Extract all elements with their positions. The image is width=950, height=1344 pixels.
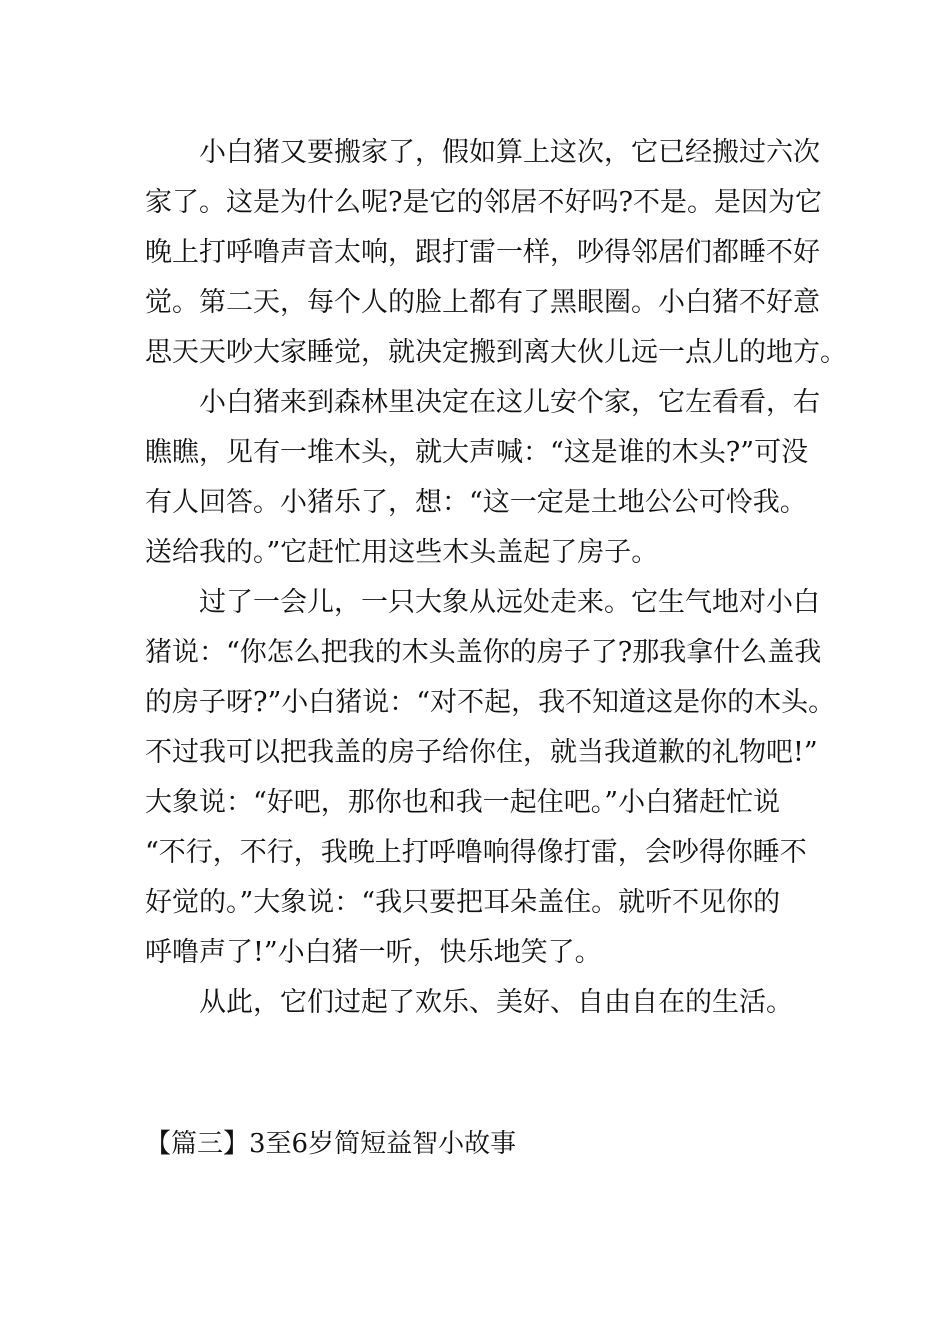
text-line: 思天天吵大家睡觉，就决定搬到离大伙儿远一点儿的地方。 bbox=[145, 337, 847, 368]
text-line: 过了一会儿，一只大象从远处走来。它生气地对小白 bbox=[199, 587, 820, 618]
text-line: 从此，它们过起了欢乐、美好、自由自在的生活。 bbox=[199, 987, 793, 1018]
story-body bbox=[145, 128, 847, 1028]
text-line: 送给我的。”它赶忙用这些木头盖起了房子。 bbox=[145, 537, 659, 568]
text-line: 家了。这是为什么呢?是它的邻居不好吗?不是。是因为它 bbox=[145, 187, 822, 218]
text-line: 晚上打呼噜声音太响，跟打雷一样，吵得邻居们都睡不好 bbox=[145, 237, 820, 268]
text-line: 的房子呀?”小白猪说：“对不起，我不知道这是你的木头。 bbox=[145, 687, 836, 718]
paragraph-4 bbox=[145, 978, 825, 1028]
text-line: 瞧瞧，见有一堆木头，就大声喊：“这是谁的木头?”可没 bbox=[145, 437, 809, 468]
paragraph-3 bbox=[145, 578, 836, 978]
text-line: “不行，不行，我晚上打呼噜响得像打雷，会吵得你睡不 bbox=[145, 837, 807, 868]
paragraph-2 bbox=[145, 378, 825, 578]
text-line: 小白猪又要搬家了，假如算上这次，它已经搬过六次 bbox=[199, 137, 820, 168]
text-line: 大象说：“好吧，那你也和我一起住吧。”小白猪赶忙说 bbox=[145, 787, 781, 818]
text-line: 觉。第二天，每个人的脸上都有了黑眼圈。小白猪不好意 bbox=[145, 287, 820, 318]
text-line: 猪说：“你怎么把我的木头盖你的房子了?那我拿什么盖我 bbox=[145, 637, 822, 668]
text-line: 不过我可以把我盖的房子给你住，就当我道歉的礼物吧!” bbox=[145, 737, 818, 768]
paragraph-1 bbox=[145, 128, 847, 378]
text-line: 呼噜声了!”小白猪一听，快乐地笑了。 bbox=[145, 937, 602, 968]
text-line: 好觉的。”大象说：“我只要把耳朵盖住。就听不见你的 bbox=[145, 887, 781, 918]
section-heading: 【篇三】3至6岁简短益智小故事 bbox=[145, 1129, 517, 1159]
text-line: 小白猪来到森林里决定在这儿安个家，它左看看，右 bbox=[199, 387, 820, 418]
text-line: 有人回答。小猪乐了，想：“这一定是土地公公可怜我。 bbox=[145, 487, 807, 518]
